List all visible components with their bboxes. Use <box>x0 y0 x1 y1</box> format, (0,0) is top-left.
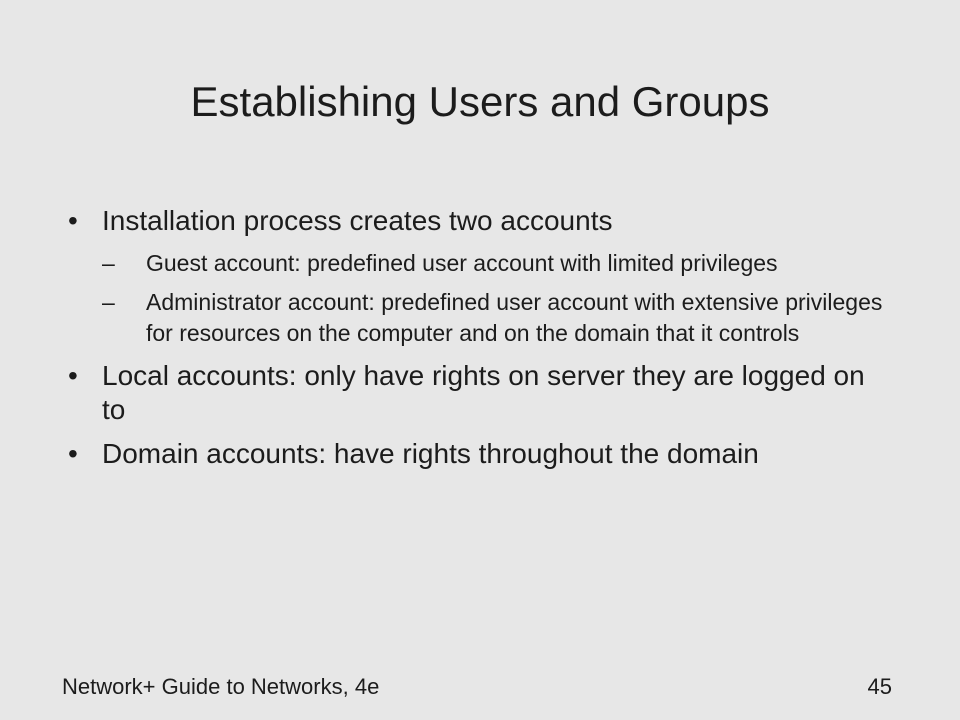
sub-bullet-marker: – <box>102 250 115 276</box>
bullet-marker: • <box>68 438 78 469</box>
page-number: 45 <box>867 674 892 699</box>
sub-bullet-text: Guest account: predefined user account with limited privileges <box>146 250 778 276</box>
bullet-item <box>62 204 892 349</box>
bullet-list <box>62 204 892 481</box>
sub-bullet-item <box>102 248 892 279</box>
bullet-item <box>62 437 892 471</box>
bullet-marker: • <box>68 360 78 391</box>
sub-bullet-list <box>102 248 892 349</box>
bullet-text: Local accounts: only have rights on server they are logged on to <box>102 360 865 425</box>
bullet-marker: • <box>68 205 78 236</box>
bullet-text: Domain accounts: have rights throughout the domain <box>102 438 759 469</box>
sub-bullet-item <box>102 287 892 349</box>
slide-title: Establishing Users and Groups <box>190 78 770 125</box>
bullet-item <box>62 359 892 427</box>
sub-bullet-marker: – <box>102 289 115 315</box>
bullet-text: Installation process creates two accounts <box>102 205 613 236</box>
footer-book-title: Network+ Guide to Networks, 4e <box>62 674 380 699</box>
sub-bullet-text: Administrator account: predefined user account with extensive privileges for resources on the computer and on the domain that it controls <box>146 289 883 346</box>
